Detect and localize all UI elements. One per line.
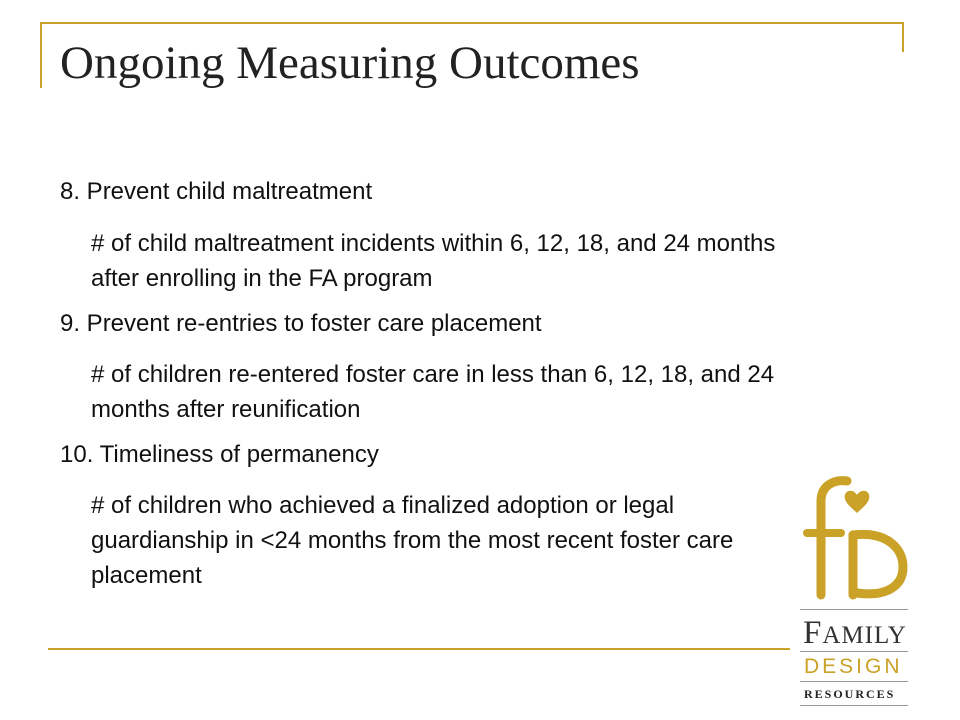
- left-divider: [40, 22, 42, 88]
- logo-bottom-rule: [800, 705, 908, 706]
- outcome-8-detail: # of child maltreatment incidents within 6, 12, 18, and 24 months after enrolling in the FA program: [91, 230, 776, 292]
- top-divider: [40, 22, 904, 24]
- logo-design-text: DESIGN: [804, 655, 903, 678]
- fd-monogram-heart-icon: [795, 475, 915, 600]
- logo-family-text: [803, 615, 907, 652]
- logo-top-rule: [800, 609, 908, 610]
- family-design-resources-logo: [795, 475, 915, 710]
- slide-title: Ongoing Measuring Outcomes: [60, 37, 640, 89]
- right-divider: [902, 22, 904, 52]
- outcome-9-detail: # of children re-entered foster care in less than 6, 12, 18, and 24 months after reunification: [91, 361, 775, 423]
- bottom-divider: [48, 648, 790, 650]
- logo-resources-text: RESOURCES: [804, 687, 896, 701]
- outcome-8-heading: 8. Prevent child maltreatment: [60, 178, 373, 205]
- outcome-9-heading: 9. Prevent re-entries to foster care placement: [60, 310, 542, 337]
- logo-middle-rule: [800, 651, 908, 652]
- outcome-10-detail: # of children who achieved a finalized adoption or legal guardianship in <24 months from the most recent foster care placement: [91, 492, 734, 589]
- outcome-10-heading: 10. Timeliness of permanency: [60, 441, 379, 468]
- logo-lower-rule: [800, 681, 908, 682]
- logo-family-initial: F: [803, 615, 823, 651]
- logo-family-rest: AMILY: [822, 622, 907, 649]
